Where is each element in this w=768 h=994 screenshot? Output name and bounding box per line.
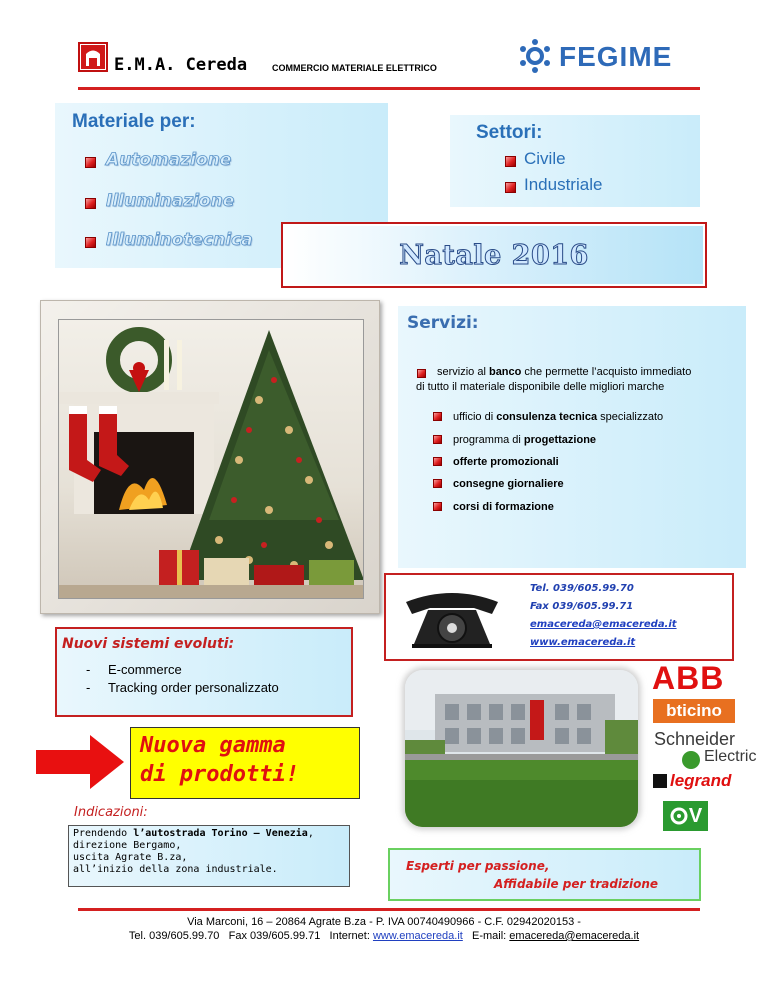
indicazioni-line1: Prendendo l’autostrada Torino – Venezia, (73, 828, 314, 839)
nuovi-sistemi-title: Nuovi sistemi evoluti: (62, 636, 235, 652)
bticino-logo: bticino (653, 699, 735, 723)
building-photo (405, 670, 638, 827)
header-divider (78, 87, 700, 90)
footer-email-link[interactable]: emacereda@emacereda.it (509, 930, 640, 942)
legrand-mark-icon (653, 774, 667, 788)
nuovi-item-ecommerce: E-commerce (108, 662, 182, 677)
indicazioni-title: Indicazioni: (74, 805, 148, 820)
settori-item-civile: Civile (524, 149, 566, 168)
bullet-icon (85, 237, 96, 248)
natale-banner (281, 222, 707, 288)
servizi-item-offerte: offerte promozionali (453, 456, 559, 468)
legrand-logo: legrand (670, 771, 732, 790)
schneider-logo-line2: Electric (704, 748, 757, 765)
contact-email-link[interactable]: emacereda@emacereda.it (530, 619, 677, 630)
bullet-icon (85, 157, 96, 168)
natale-title: Natale 2016 (399, 239, 589, 271)
footer-contacts: Tel. 039/605.99.70 Fax 039/605.99.71 Internet: www.emacereda.it E-mail: emacereda@emacereda.it (128, 930, 640, 942)
servizi-item-banco-line2: di tutto il materiale disponibile delle migliori marche (416, 381, 665, 393)
bullet-icon (433, 502, 442, 511)
company-subtitle: COMMERCIO MATERIALE ELETTRICO (272, 63, 437, 73)
fegime-wordmark: FEGIME (559, 41, 673, 72)
bullet-icon (505, 156, 516, 167)
contact-web-link[interactable]: www.emacereda.it (530, 637, 636, 648)
vimar-logo (663, 801, 708, 831)
bullet-icon (505, 182, 516, 193)
bullet-icon (417, 369, 426, 378)
materiale-item-automazione: Automazione (106, 150, 232, 170)
schneider-logo-line1: Schneider (654, 729, 736, 749)
fegime-mark-icon (515, 38, 555, 74)
servizi-item-banco: servizio al banco che permette l’acquisto immediato (437, 366, 692, 378)
red-arrow-icon (36, 733, 126, 791)
indicazioni-line3: uscita Agrate B.za, (73, 852, 188, 863)
telephone-icon (400, 588, 504, 650)
bullet-icon (433, 479, 442, 488)
nuovi-item-dash: - (86, 662, 91, 677)
servizi-item-corsi: corsi di formazione (453, 501, 554, 513)
servizi-item-consulenza: ufficio di consulenza tecnica specializzato (453, 411, 664, 423)
christmas-photo-frame (40, 300, 380, 614)
materiale-title: Materiale per: (72, 111, 196, 132)
servizi-item-progettazione: programma di progettazione (453, 434, 597, 446)
settori-item-industriale: Industriale (524, 175, 603, 194)
christmas-photo (58, 319, 364, 599)
nuova-gamma-line1: Nuova gamma (140, 733, 286, 758)
footer-web-link[interactable]: www.emacereda.it (372, 930, 463, 942)
nuovi-item-tracking: Tracking order personalizzato (108, 680, 279, 695)
company-logo-icon (78, 42, 108, 72)
nuova-gamma-line2: di prodotti! (140, 762, 299, 787)
indicazioni-line4: all’inizio della zona industriale. (73, 864, 278, 875)
footer-divider (78, 908, 700, 911)
fegime-logo (515, 38, 695, 74)
nuovi-item-dash: - (86, 680, 91, 695)
motto-line1: Esperti per passione, (406, 859, 550, 873)
servizi-item-consegne: consegne giornaliere (453, 478, 564, 490)
materiale-item-illuminazione: Illuminazione (106, 191, 235, 211)
indicazioni-line2: direzione Bergamo, (73, 840, 182, 851)
settori-title: Settori: (476, 122, 543, 143)
christmas-tree-scene-icon (59, 320, 364, 599)
motto-line2: Affidabile per tradizione (494, 877, 659, 891)
vimar-swirl-icon (669, 806, 689, 826)
contact-fax: Fax 039/605.99.71 (530, 601, 634, 612)
contact-tel: Tel. 039/605.99.70 (530, 583, 634, 594)
vimar-letter: V (688, 804, 703, 827)
bullet-icon (433, 412, 442, 421)
bullet-icon (433, 457, 442, 466)
abb-logo: ABB (652, 660, 725, 696)
building-scene-icon (405, 670, 638, 827)
footer-address: Via Marconi, 16 – 20864 Agrate B.za - P. IVA 00740490966 - C.F. 02942020153 - (187, 916, 581, 928)
materiale-item-illuminotecnica: Illuminotecnica (106, 230, 253, 250)
company-name: E.M.A. Cereda (114, 55, 248, 75)
servizi-title: Servizi: (407, 313, 479, 333)
motto-box (388, 848, 701, 901)
bullet-icon (433, 435, 442, 444)
bullet-icon (85, 198, 96, 209)
schneider-logo-mark-icon (682, 751, 700, 769)
